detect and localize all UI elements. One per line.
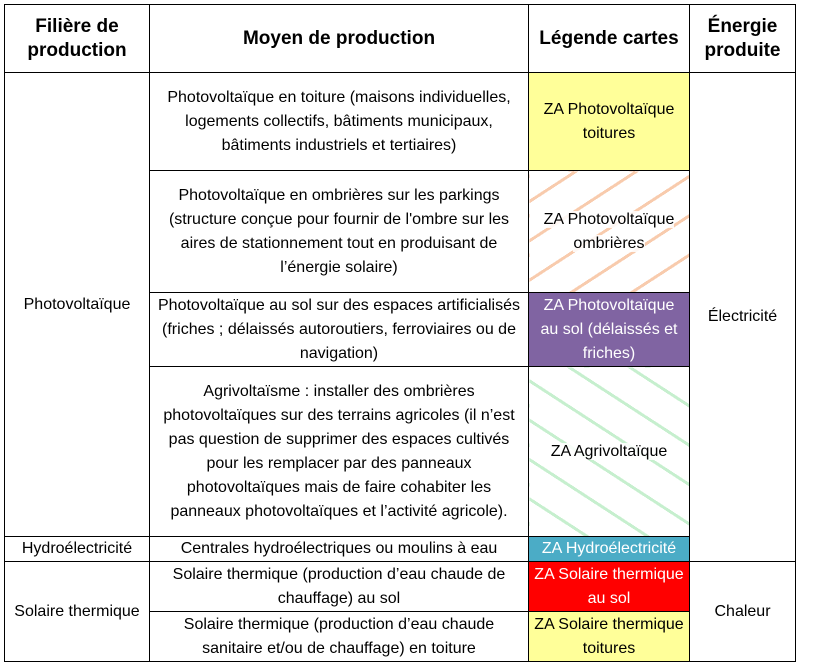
header-moyen: Moyen de production [150, 5, 529, 73]
legend-solaire-toitures: ZA Solaire thermique toitures [529, 612, 690, 662]
moyen-cell: Agrivoltaïsme : installer des ombrières photovoltaïques sur des terrains agricoles (il n’est pas question de supprimer des espaces cultivés pour les remplacer par des panneaux photovoltaïques mais de faire cohabiter les panneaux photovoltaïques et l’activité agricole). [150, 367, 529, 537]
header-filiere: Filière de production [5, 5, 150, 73]
legend-hydro: ZA Hydroélectricité [529, 537, 690, 562]
table-row [5, 73, 796, 171]
moyen-cell: Photovoltaïque en ombrières sur les parkings (structure conçue pour fournir de l'ombre sur les aires de stationnement tout en produisant de l’énergie solaire) [150, 171, 529, 293]
energie-electricite: Électricité [690, 73, 796, 562]
legend-agrivoltaique [529, 367, 690, 537]
header-legende: Légende cartes [529, 5, 690, 73]
legend-pv-toitures: ZA Photovoltaïque toitures [529, 73, 690, 171]
table-row [5, 562, 796, 612]
moyen-cell: Photovoltaïque en toiture (maisons individuelles, logements collectifs, bâtiments municipaux, bâtiments industriels et tertiaires) [150, 73, 529, 171]
moyen-cell: Centrales hydroélectriques ou moulins à eau [150, 537, 529, 562]
filiere-solaire: Solaire thermique [5, 562, 150, 662]
moyen-cell: Solaire thermique (production d’eau chaude sanitaire et/ou de chauffage) en toiture [150, 612, 529, 662]
header-row [5, 5, 796, 73]
legend-label: ZA Agrivoltaïque [550, 442, 668, 460]
filiere-hydro: Hydroélectricité [5, 537, 150, 562]
legend-pv-ombrieres [529, 171, 690, 293]
legend-pv-sol: ZA Photovoltaïque au sol (délaissés et friches) [529, 293, 690, 367]
moyen-cell: Photovoltaïque au sol sur des espaces artificialisés (friches ; délaissés autoroutiers, ferroviaires ou de navigation) [150, 293, 529, 367]
legend-label: ZA Photovoltaïque ombrières [543, 210, 675, 252]
header-energie: Énergie produite [690, 5, 796, 73]
moyen-cell: Solaire thermique (production d’eau chaude de chauffage) au sol [150, 562, 529, 612]
energie-chaleur: Chaleur [690, 562, 796, 662]
filiere-photovoltaique: Photovoltaïque [5, 73, 150, 537]
legend-solaire-sol: ZA Solaire thermique au sol [529, 562, 690, 612]
production-table [4, 4, 796, 662]
table-row [5, 537, 796, 562]
